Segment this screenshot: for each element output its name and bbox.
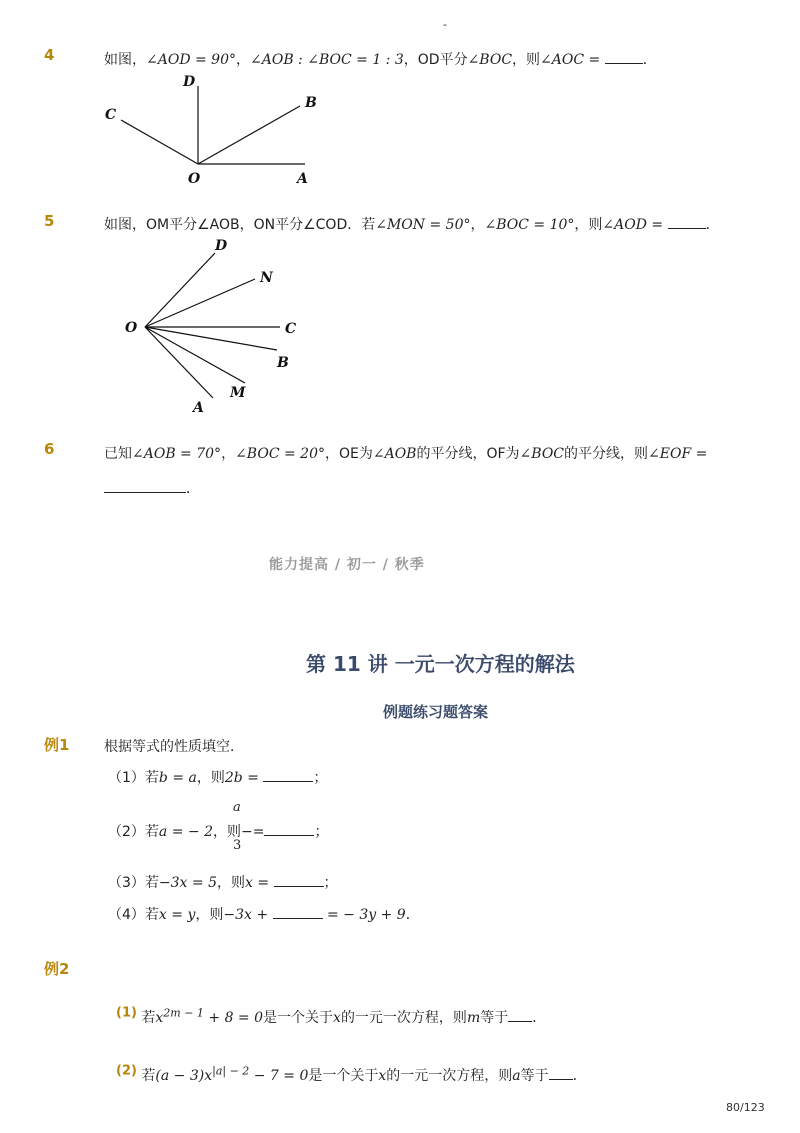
text-segment: 已知 [104,446,132,462]
text-segment: ． [642,52,657,68]
text-segment: 如图， [104,52,146,68]
answer-blank[interactable] [549,1067,573,1080]
page-number: 80/123 [726,1101,765,1114]
text-segment: = [252,824,265,840]
text-segment: 是一个关于 [263,1009,334,1026]
math-expression: x [155,1009,164,1026]
text-segment: ，则 [196,770,225,786]
point-label: B [305,95,317,111]
point-label: B [277,355,289,371]
point-label: D [183,74,196,90]
sub-question-number: (1) [116,1005,137,1021]
math-expression: ∠BOC [519,446,565,462]
item-body [141,1064,587,1084]
math-expression: ∠AOB : ∠BOC = 1 : 3 [250,52,404,68]
question-number: 6 [44,440,55,458]
question-text [104,49,657,69]
math-expression: x [333,1009,341,1026]
answer-blank[interactable] [264,823,314,836]
math-expression: a [512,1067,521,1084]
text-segment: ， [470,217,485,233]
text-segment: ； [313,770,328,786]
text-segment: ，则 [213,824,241,840]
answer-blank[interactable] [605,51,643,64]
text-segment: ． [186,481,200,497]
question-text [104,214,720,234]
math-expression: (a − 3)x [155,1067,213,1084]
example-item [108,904,420,924]
point-label: A [193,400,204,416]
example-item [116,1001,547,1026]
math-expression: x = [245,875,270,891]
math-expression: ∠AOB = 70° [132,446,222,462]
text-segment: 等于 [520,1067,549,1084]
answer-line [104,478,200,498]
text-segment: 的平分线，则 [564,446,649,462]
math-expression: ∠AOC = [540,52,601,68]
point-label: C [285,321,297,337]
point-label: D [215,238,228,254]
text-segment: 如图，OM平分∠AOB，ON平分∠COD．若 [104,217,376,233]
math-expression: a = − 2 [158,824,213,840]
header-mark: - [443,18,447,31]
text-segment: 的平分线，OF为 [416,446,520,462]
text-segment: 若 [141,1067,156,1084]
math-expression: ∠AOD = [602,217,664,233]
text-segment: ； [323,875,338,891]
question-number: 4 [44,46,55,64]
text-segment: （4）若 [108,907,159,923]
math-expression: = − 3y + 9 [326,907,406,923]
example-label: 例1 [44,736,70,754]
example-label: 例2 [44,960,70,978]
text-segment: ， [221,446,236,462]
math-expression: − 7 = 0 [253,1067,309,1084]
math-expression: ∠BOC = 10° [484,217,575,233]
text-segment: ． [532,1009,547,1026]
point-label: O [188,171,201,187]
text-segment: ； [314,824,329,840]
text-segment: （1）若 [108,770,159,786]
text-segment: ，则 [217,875,245,891]
ray-od [145,253,215,327]
math-expression: x [378,1067,387,1084]
fraction-denominator: 3 [233,838,242,853]
sub-question-number: (2) [116,1063,137,1079]
point-label: O [125,320,138,336]
question-number: 5 [44,212,55,230]
angle-diagram-q4 [95,70,335,190]
math-expression: 2b = [224,770,259,786]
math-expression: ∠MON = 50° [375,217,471,233]
math-expression: ∠BOC = 20° [235,446,325,462]
example-item [108,767,327,787]
text-segment: ，则 [574,217,603,233]
ray-on [145,279,255,327]
item-body [141,1006,547,1026]
answer-blank[interactable] [263,769,313,782]
math-expression: b = a [158,770,197,786]
math-expression: x = y [158,907,196,923]
math-expression: −3x = 5 [158,875,217,891]
text-segment: ，OE为 [324,446,373,462]
math-expression: m [466,1009,481,1026]
answer-blank[interactable] [273,906,323,919]
text-segment: （2）若 [108,824,159,840]
text-segment: ． [572,1067,587,1084]
example-intro: 根据等式的性质填空． [104,739,244,755]
text-segment: 若 [141,1009,156,1026]
series-footer: 能力提高 / 初一 / 秋季 [269,557,425,573]
math-expression: + 8 = 0 [208,1009,264,1026]
math-exponent: |a| − 2 [212,1064,250,1077]
answer-blank[interactable] [104,480,186,493]
text-segment: （3）若 [108,875,159,891]
fraction-numerator: a [233,800,241,815]
text-segment: 的一元一次方程，则 [340,1009,467,1026]
section-subtitle: 例题练习题答案 [383,703,489,721]
text-segment: ，则 [195,907,224,923]
example-item [108,872,338,892]
math-expression: ∠AOB [372,446,417,462]
math-expression: −3x + [223,907,269,923]
text-segment: 是一个关于 [308,1067,379,1084]
ray-ob [198,106,300,164]
text-segment: ． [705,217,720,233]
lecture-title: 第 11 讲 一元一次方程的解法 [306,652,575,676]
math-expression: ∠BOC [467,52,513,68]
point-label: M [230,385,246,401]
text-segment: ，OD平分 [403,52,468,68]
math-expression: ∠EOF = [648,446,708,462]
text-segment: 的一元一次方程，则 [386,1067,513,1084]
text-segment: ，则 [512,52,541,68]
answer-blank[interactable] [668,216,706,229]
example-item [116,1059,587,1084]
point-label: A [297,171,308,187]
point-label: C [105,107,117,123]
text-segment: ． [405,907,420,923]
question-text [104,443,707,463]
answer-blank[interactable] [508,1009,532,1022]
ray-oc [121,120,198,164]
text-segment: ， [236,52,250,68]
answer-blank[interactable] [274,874,324,887]
example-item [108,821,328,841]
angle-diagram-q5 [115,236,315,416]
point-label: N [260,270,273,286]
text-segment: − [241,824,253,840]
math-exponent: 2m − 1 [163,1006,204,1019]
text-segment: 等于 [480,1009,509,1026]
math-expression: ∠AOD = 90° [146,52,236,68]
